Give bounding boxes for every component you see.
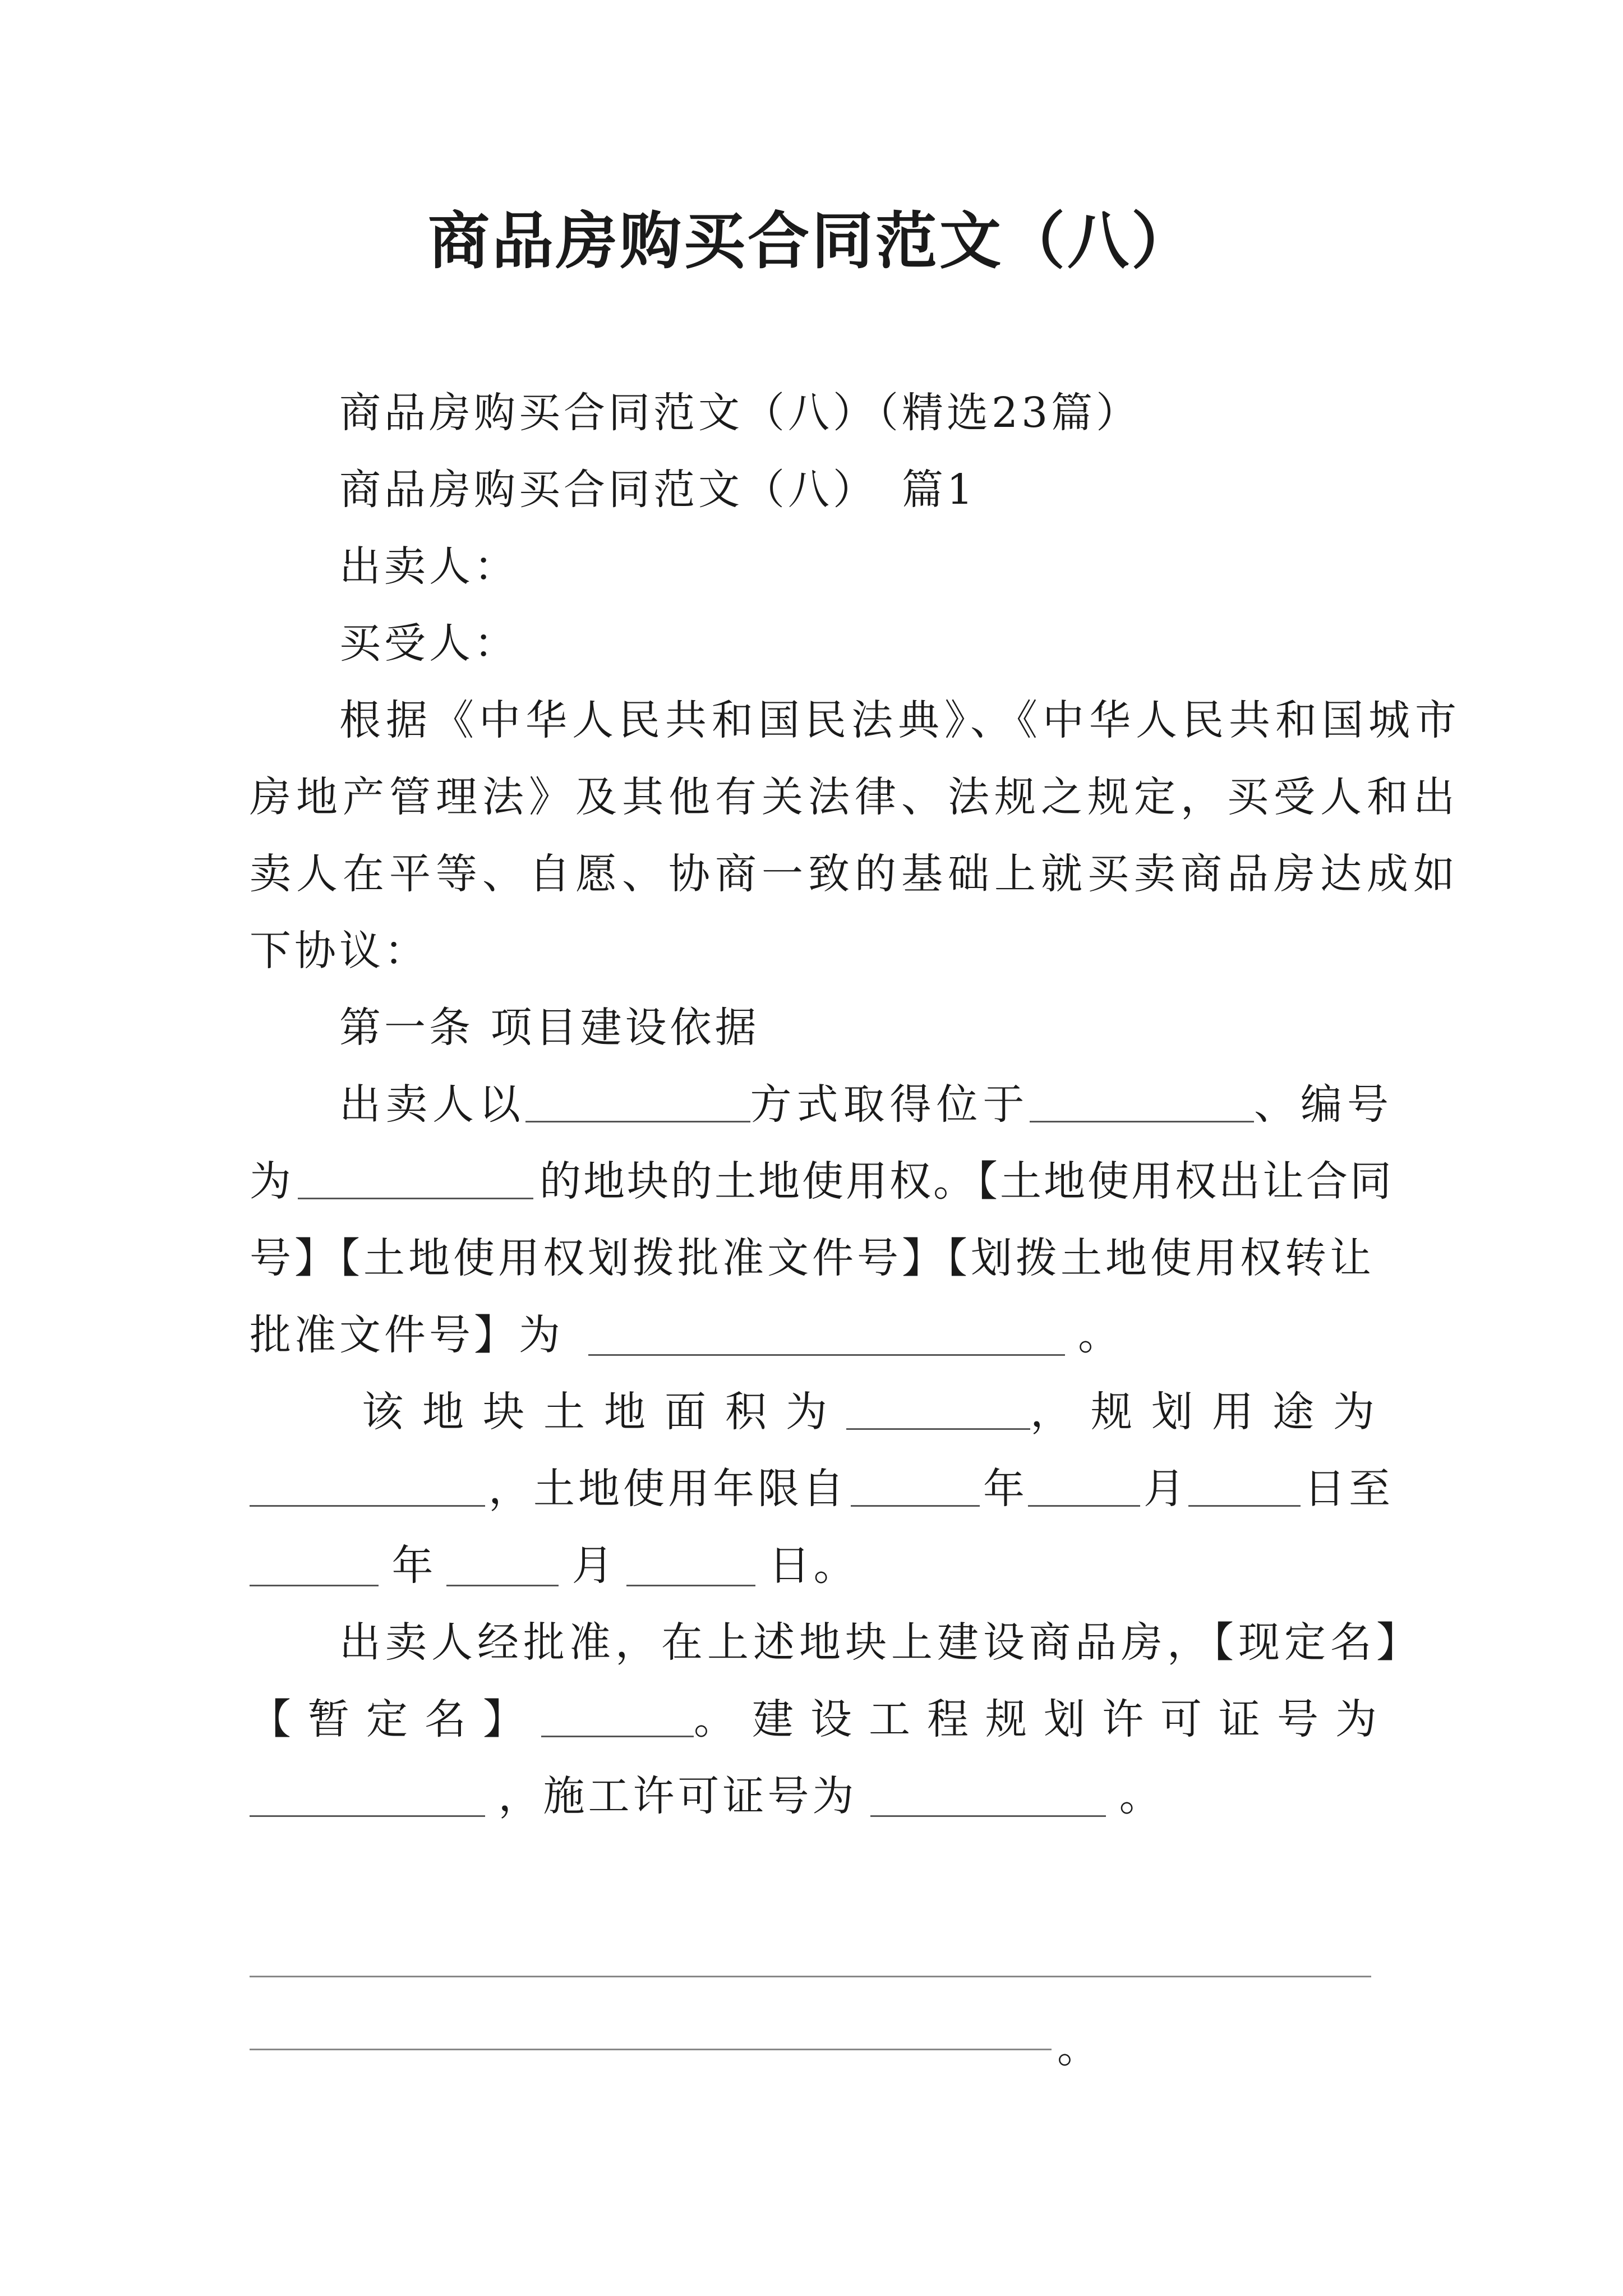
p1-blank-number[interactable] [298, 1158, 533, 1199]
p2-text-a: 该地块土地面积为 [362, 1388, 846, 1436]
p1-line-1 [250, 1066, 1394, 1143]
subtitle [250, 375, 1394, 452]
p2-blank-end-month[interactable] [446, 1545, 559, 1586]
tail-blank-line-1[interactable] [250, 1976, 1371, 1977]
p1-blank-location[interactable] [1030, 1082, 1255, 1122]
p1-blank-file-number[interactable] [588, 1315, 1065, 1356]
intro-text-3: 卖人在平等、自愿、协商一致的基础上就买卖商品房达成如 [250, 850, 1460, 898]
section-heading-text: 商品房购买合同范文（八） 篇1 [339, 466, 977, 514]
seller-label: 出卖人： [339, 542, 519, 591]
p2-text-year-2: 年 [391, 1542, 434, 1590]
p3-line-1 [250, 1604, 1422, 1681]
p2-blank-end-day[interactable] [626, 1545, 755, 1586]
p1-blank-method[interactable] [525, 1082, 750, 1122]
p1-text-f: 号】【土地使用权划拨批准文件号】【划拨土地使用权转让 [250, 1234, 1375, 1282]
p2-text-month-1: 月 [1144, 1465, 1185, 1513]
tail-end-mark [1057, 2010, 1169, 2087]
intro-line-1 [250, 682, 1461, 759]
intro-line-4 [250, 913, 1394, 990]
p2-blank-usage[interactable] [250, 1466, 485, 1507]
tail-end-text: 。 [1057, 2024, 1099, 2072]
p2-blank-end-year[interactable] [250, 1545, 379, 1586]
seller-line [250, 528, 1394, 605]
p1-text-d: 为 [250, 1157, 291, 1205]
p1-text-e: 的地块的土地使用权。【土地使用权出让合同 [540, 1157, 1394, 1205]
p3-text-a: 出卖人经批准，在上述地块上建设商品房，【现定名】 [339, 1618, 1422, 1667]
p1-line-3 [250, 1220, 1394, 1297]
p2-blank-start-month[interactable] [1028, 1466, 1140, 1507]
p3-blank-planning-permit[interactable] [250, 1776, 485, 1817]
p2-blank-area[interactable] [846, 1389, 1030, 1430]
p3-blank-construction-permit[interactable] [870, 1776, 1106, 1817]
intro-line-2 [250, 759, 1460, 836]
p1-text-a: 出卖人以 [339, 1080, 525, 1129]
p3-blank-name[interactable] [541, 1696, 694, 1737]
p1-text-b: 方式取得位于 [750, 1080, 1030, 1129]
p1-text-h: 。 [1078, 1311, 1120, 1359]
p3-text-d: ，施工许可证号为 [498, 1772, 857, 1820]
p2-text-c: ，土地使用年限自 [488, 1465, 847, 1513]
section-heading [250, 452, 1394, 528]
p2-line-1 [250, 1374, 1394, 1451]
p2-blank-start-day[interactable] [1188, 1466, 1301, 1507]
p2-text-year-1: 年 [983, 1465, 1025, 1513]
buyer-label: 买受人： [339, 619, 519, 668]
p2-text-day-end: 日。 [768, 1542, 859, 1590]
article1-heading-text: 第一条 项目建设依据 [339, 1004, 760, 1052]
p2-text-b: ，规划用途为 [1030, 1388, 1394, 1436]
p1-line-2 [250, 1143, 1394, 1220]
p2-text-day-to: 日至 [1304, 1465, 1394, 1513]
intro-text-2: 房地产管理法》及其他有关法律、法规之规定，买受人和出 [250, 773, 1460, 821]
subtitle-text: 商品房购买合同范文（八）（精选23篇） [339, 389, 1141, 437]
intro-text-4: 下协议： [250, 927, 429, 975]
p3-line-2 [250, 1681, 1394, 1758]
p1-text-c: 、编号 [1254, 1080, 1394, 1129]
p3-text-b: 【暂定名】 [250, 1695, 541, 1743]
intro-text-1: 根据《中华人民共和国民法典》、《中华人民共和国城市 [339, 696, 1461, 744]
p2-line-2 [250, 1451, 1394, 1527]
intro-line-3 [250, 836, 1460, 913]
p1-line-4 [250, 1297, 1394, 1374]
p1-text-g: 批准文件号】为 [250, 1311, 564, 1359]
p2-line-3 [250, 1527, 1394, 1604]
p2-text-month-2: 月 [571, 1542, 614, 1590]
p2-blank-start-year[interactable] [851, 1466, 980, 1507]
tail-blank-line-2[interactable] [250, 2049, 1052, 2050]
document-title: 商品房购买合同范文（八） [428, 205, 1195, 277]
buyer-line [250, 605, 1394, 682]
article1-heading [250, 990, 1394, 1066]
p3-text-e: 。 [1119, 1772, 1161, 1820]
p3-text-c: 。建设工程规划许可证号为 [694, 1695, 1394, 1743]
p3-line-3 [250, 1758, 1394, 1835]
